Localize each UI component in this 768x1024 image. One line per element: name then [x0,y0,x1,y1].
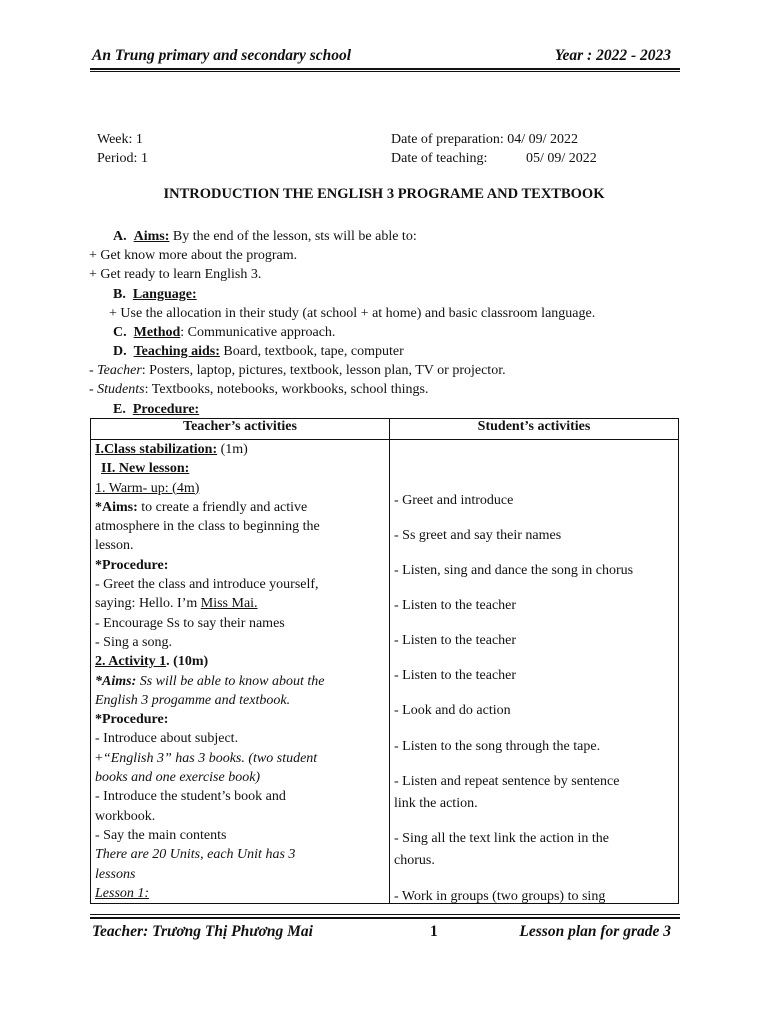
footer-rule-thin [90,914,680,915]
teacher-line: books and one exercise book) [95,770,261,786]
warm-up-aims [95,498,385,517]
student-activities-cell [390,440,679,904]
class-stabilization-label: I.Class stabilization: [95,442,218,457]
procedure-table [90,418,679,904]
activity-1-aims-text: Ss will be able to know about the [136,673,325,689]
section-b-prefix: B. [113,287,126,302]
week: Week: 1 [97,132,143,147]
teacher-line: lesson. [95,538,134,554]
students-aids [89,380,428,399]
preparation-date [391,132,578,148]
activity-1-aims-label: *Aims: [95,673,137,689]
students-aids-label: Students [97,382,145,397]
student-activity: - Listen to the teacher [394,668,517,683]
section-d-text: Board, textbook, tape, computer [219,344,404,359]
activity-1-time: . (10m) [166,654,209,670]
teacher-aids-prefix: - [89,363,98,378]
teacher-aids [89,361,506,380]
section-d-label: Teaching aids: [133,344,220,359]
section-b [113,285,197,304]
student-activity: - Greet and introduce [394,493,514,508]
preparation-value: 04/ 09/ 2022 [507,132,579,147]
teaching-label: Date of teaching: [391,151,488,166]
aims-line-1: + Get know more about the program. [89,248,298,263]
student-activities-header: Student’s activities [390,419,679,440]
new-lesson-label: II. New lesson: [101,461,190,477]
teacher-line: There are 20 Units, each Unit has 3 [95,847,296,863]
teacher-name: Miss Mai. [200,596,258,612]
books-plus: + [95,750,103,766]
student-activity: link the action. [394,796,478,811]
greeting-text: saying: Hello. I’m [95,596,201,612]
books-text: “English 3” has 3 books. (two student [102,750,318,766]
class-stabilization-time: (1m) [217,442,248,457]
student-activity: - Look and do action [394,703,511,718]
students-aids-text: : Textbooks, notebooks, workbooks, school things. [144,382,429,397]
student-activity: chorus. [394,853,435,868]
teacher-line: - Introduce about subject. [95,731,239,747]
teacher-line: workbook. [95,808,156,824]
period: Period: 1 [97,151,148,166]
teaching-value: 05/ 09/ 2022 [526,151,597,166]
header-rule [90,68,680,70]
teacher-line: atmosphere in the class to beginning the [95,519,320,535]
teacher-line: lessons [95,866,136,882]
preparation-label: Date of preparation: [391,132,504,147]
student-activity: - Sing all the text link the action in the [394,831,610,846]
section-a-label: Aims: [133,229,170,244]
warm-up-procedure: *Procedure: [95,557,169,573]
section-e-prefix: E. [113,402,126,417]
teacher-aids-text: : Posters, laptop, pictures, textbook, lesson plan, TV or projector. [141,363,506,378]
header-school: An Trung primary and secondary school [92,47,352,64]
activity-1-procedure: *Procedure: [95,712,169,728]
student-activity: - Listen to the teacher [394,633,517,648]
activity-1 [95,652,385,671]
new-lesson [95,459,385,478]
class-stabilization [95,440,385,459]
teacher-line: - Say the main contents [95,827,227,843]
section-e [113,400,199,419]
teacher-line: - Encourage Ss to say their names [95,615,285,631]
books-line [95,749,385,768]
section-a [113,227,417,246]
section-c-label: Method [133,325,181,340]
section-c-text: : Communicative approach. [180,325,336,340]
teacher-greeting [95,594,385,613]
teacher-aids-label: Teacher [97,363,142,378]
warm-up-aims-text: to create a friendly and active [137,499,308,515]
section-e-label: Procedure: [132,402,200,417]
teacher-activities-cell [91,440,390,904]
warm-up: 1. Warm- up: (4m) [95,480,200,496]
warm-up-aims-label: *Aims: [95,499,138,515]
student-activity: - Ss greet and say their names [394,528,562,543]
student-activity: - Listen and repeat sentence by sentence [394,774,620,789]
section-d-prefix: D. [113,344,127,359]
student-activity: - Listen, sing and dance the song in chorus [394,563,634,578]
footer-lesson-plan: Lesson plan for grade 3 [519,923,671,940]
footer-teacher: Teacher: Trương Thị Phương Mai [92,923,313,940]
section-a-prefix: A. [113,229,127,244]
lesson-1-label: Lesson 1: [95,885,150,901]
students-aids-prefix: - [89,382,98,397]
teaching-date [391,151,597,167]
header-year: Year : 2022 - 2023 [554,47,671,64]
section-a-text: By the end of the lesson, sts will be able to: [169,229,417,244]
teacher-line: English 3 progamme and textbook. [95,692,291,708]
footer-rule [90,917,680,919]
teacher-line: - Sing a song. [95,634,172,650]
header-rule-thin [90,71,680,72]
language-line-1: + Use the allocation in their study (at school + at home) and basic classroom language. [109,306,596,321]
teacher-line: - Introduce the student’s book and [95,789,286,805]
table-header-row [91,419,679,440]
student-activity: - Work in groups (two groups) to sing [394,889,606,904]
teacher-line: - Greet the class and introduce yourself, [95,577,319,593]
activity-1-aims [95,672,385,691]
section-c [113,323,335,342]
teacher-activities-header: Teacher’s activities [91,419,390,440]
section-c-prefix: C. [113,325,127,340]
lesson-title: INTRODUCTION THE ENGLISH 3 PROGRAME AND TEXTBOOK [163,186,605,202]
section-d [113,342,404,361]
activity-1-label: 2. Activity 1 [95,654,167,670]
student-activity: - Listen to the song through the tape. [394,739,601,754]
student-activity: - Listen to the teacher [394,598,517,613]
aims-line-2: + Get ready to learn English 3. [89,267,262,282]
page-number: 1 [430,923,438,940]
table-row [91,440,679,904]
section-b-label: Language: [132,287,197,302]
